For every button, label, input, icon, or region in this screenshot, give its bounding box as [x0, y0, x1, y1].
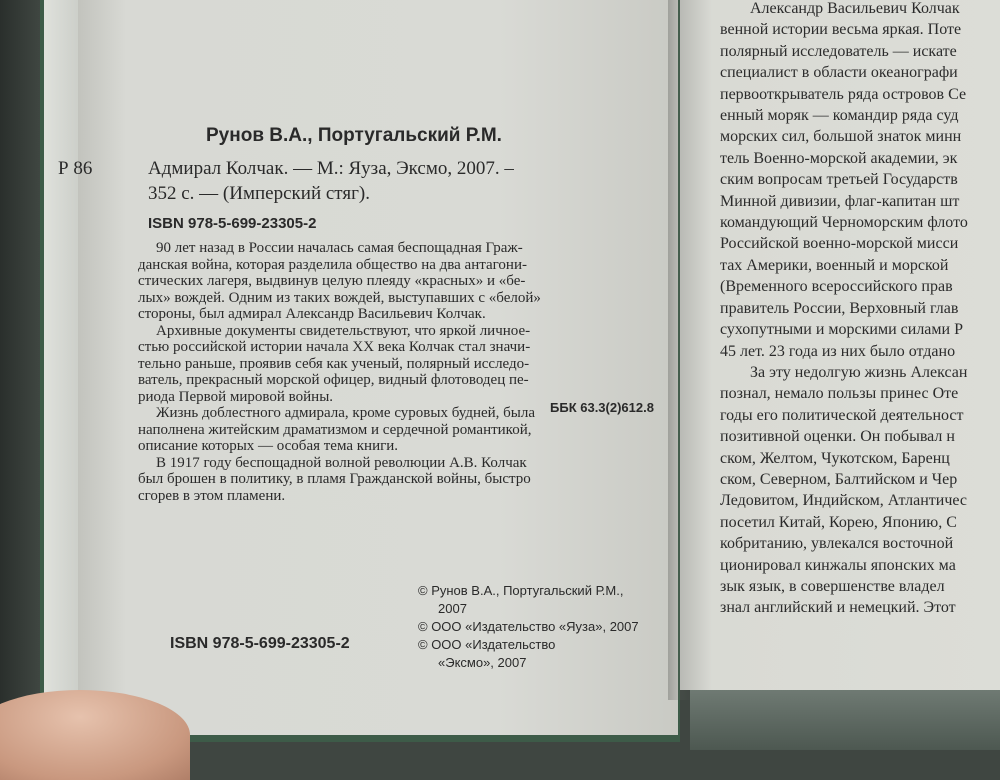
- text-line: годы его политической деятельност: [720, 406, 964, 424]
- isbn-top: ISBN 978-5-699-23305-2: [148, 215, 317, 232]
- isbn-bottom: ISBN 978-5-699-23305-2: [170, 635, 350, 652]
- text-line: сухопутными и морскими силами Р: [720, 321, 963, 339]
- annotation-line: стью российской истории начала XX века Колчак стал значи-: [138, 339, 531, 355]
- annotation-line: ватель, прекрасный морской офицер, видный флотоводец пе-: [138, 372, 529, 388]
- text-line: Ледовитом, Индийском, Атлантичес: [720, 492, 967, 510]
- text-line: 45 лет. 23 года из них было отдано: [720, 342, 956, 360]
- annotation-line: 90 лет назад в России началась самая беспощадная Граж-: [156, 240, 523, 256]
- text-line: (Временного всероссийского прав: [720, 278, 953, 296]
- text-line: посетил Китай, Корею, Японию, С: [720, 513, 957, 531]
- annotation-line: данская война, которая разделила общество на два антагони-: [138, 256, 527, 273]
- text-line: ционировал кинжалы японских ма: [720, 556, 956, 574]
- text-line: венной истории весьма яркая. Поте: [720, 21, 962, 39]
- copyright-block: [418, 582, 639, 672]
- text-line: знал английский и немецкий. Этот: [720, 599, 956, 617]
- text-line: командующий Черноморским флото: [720, 214, 968, 232]
- annotation-line: описание которых — особая тема книги.: [138, 438, 399, 454]
- text-line: тах Америки, военный и морской: [720, 256, 949, 274]
- classification-code: Р 86: [58, 158, 93, 179]
- text-line: познал, немало пользы принес Оте: [720, 385, 959, 403]
- text-line: специалист в области океанографи: [720, 64, 958, 82]
- bbk-code: ББК 63.3(2)612.8: [550, 400, 654, 415]
- text-line: полярный исследователь — искате: [720, 42, 957, 60]
- copyright-line: © Рунов В.А., Португальский Р.М.,: [418, 583, 624, 598]
- annotation: [138, 240, 541, 504]
- copyright-line: 2007: [438, 601, 467, 616]
- text-line: Александр Васильевич Колчак: [750, 0, 960, 17]
- text-line: ском, Северном, Балтийском и Чер: [720, 470, 958, 488]
- annotation-line: лых» вождей. Одним из таких вождей, выступавших с «белой»: [138, 289, 541, 306]
- text-line: морских сил, большой знаток минн: [720, 128, 962, 146]
- bibliography-line: 352 с. — (Имперский стяг).: [148, 183, 370, 204]
- authors: Рунов В.А., Португальский Р.М.: [206, 125, 502, 146]
- annotation-line: тельно раньше, проявив себя как ученый, полярный исследо-: [138, 355, 530, 372]
- right-page: [680, 0, 1000, 690]
- annotation-line: стороны, был адмирал Александр Васильевич Колчак.: [138, 306, 486, 322]
- text-line: зык язык, в совершенстве владел: [720, 577, 945, 595]
- annotation-line: Архивные документы свидетельствуют, что яркой личное-: [156, 322, 531, 339]
- bibliography-line: Адмирал Колчак. — М.: Яуза, Эксмо, 2007. –: [148, 158, 514, 179]
- right-page-text: [720, 0, 968, 619]
- copyright-line: © ООО «Издательство «Яуза», 2007: [418, 619, 639, 634]
- copyright-line: © ООО «Издательство: [418, 637, 556, 652]
- text-line: правитель России, Верховный глав: [720, 299, 959, 317]
- text-line: ском, Желтом, Чукотском, Баренц: [720, 449, 950, 467]
- text-line: ским вопросам третьей Государств: [720, 171, 958, 189]
- table-surface: [690, 690, 1000, 750]
- text-line: Российской военно-морской мисси: [720, 235, 959, 253]
- text-line: кобританию, увлекался восточной: [720, 535, 954, 553]
- text-line: Минной дивизии, флаг-капитан шт: [720, 192, 960, 210]
- text-line: позитивной оценки. Он побывал н: [720, 428, 955, 446]
- annotation-line: Жизнь доблестного адмирала, кроме суровых будней, была: [156, 405, 536, 421]
- left-page: [58, 0, 678, 735]
- annotation-line: наполнена житейским драматизмом и сердечной романтикой,: [138, 421, 532, 438]
- text-line: За эту недолгую жизнь Алексан: [750, 363, 968, 381]
- text-line: енный моряк — командир ряда суд: [720, 107, 959, 125]
- annotation-line: был брошен в политику, в пламя Гражданской войны, быстро: [138, 471, 531, 487]
- text-line: первооткрыватель ряда островов Се: [720, 85, 967, 103]
- annotation-line: В 1917 году беспощадной волной революции А.В. Колчак: [156, 454, 527, 471]
- copyright-line: «Эксмо», 2007: [438, 655, 527, 670]
- annotation-line: риода Первой мировой войны.: [138, 388, 334, 405]
- annotation-line: стических лагеря, выдвинув целую плеяду «красных» и «бе-: [138, 273, 526, 289]
- annotation-line: сгорев в этом пламени.: [138, 487, 286, 504]
- text-line: тель Военно-морской академии, эк: [720, 149, 958, 167]
